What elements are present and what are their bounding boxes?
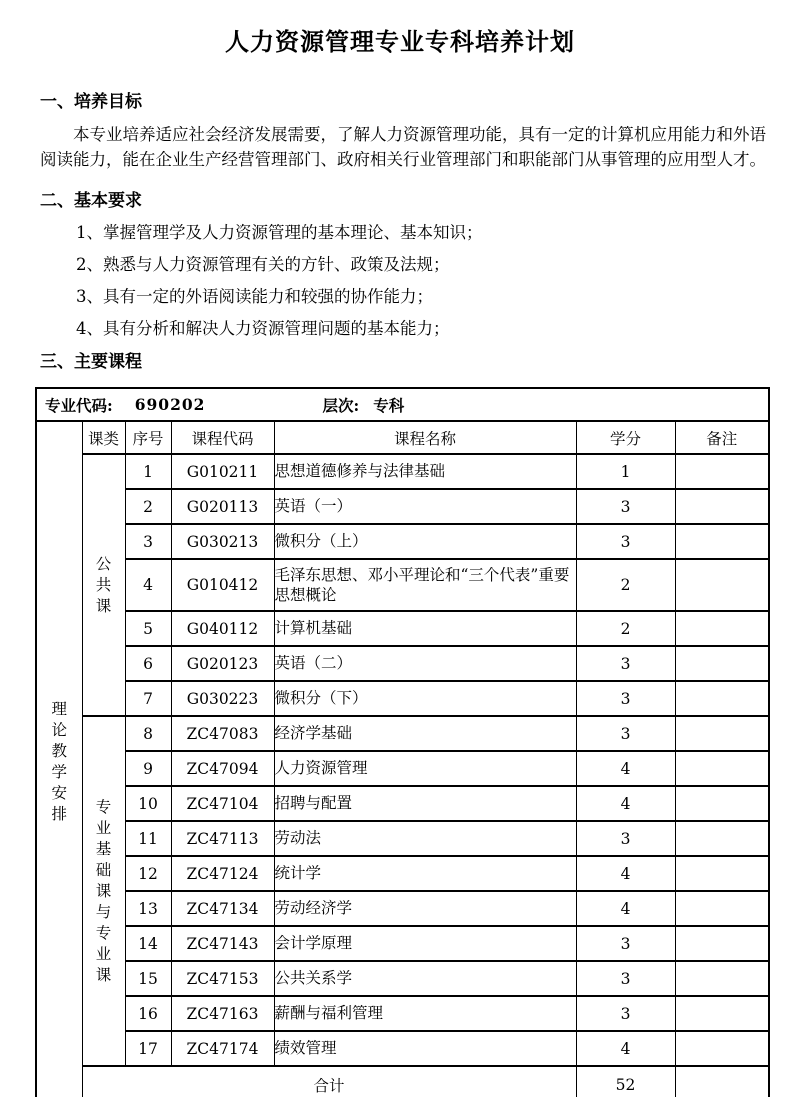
course-row — [36, 489, 769, 524]
course-remarks — [675, 454, 769, 489]
objectives-paragraph: 本专业培养适应社会经济发展需要，了解人力资源管理功能，具有一定的计算机应用能力和外语阅读能力，能在企业生产经营管理部门、政府相关行业管理部门和职能部门从事管理的应用型人才。 — [40, 125, 766, 169]
course-row — [36, 646, 769, 681]
course-credits: 1 — [576, 454, 675, 489]
course-remarks — [675, 1031, 769, 1066]
group-public-cell — [82, 454, 125, 716]
course-remarks — [675, 751, 769, 786]
course-code: G040112 — [171, 611, 274, 646]
course-code: ZC47143 — [171, 926, 274, 961]
course-credits: 2 — [576, 559, 675, 611]
course-row — [36, 856, 769, 891]
course-name: 英语（二） — [274, 646, 576, 681]
course-name: 统计学 — [274, 856, 576, 891]
course-code: G010412 — [171, 559, 274, 611]
course-code: ZC47163 — [171, 996, 274, 1031]
page-title: 人力资源管理专业专科培养计划 — [225, 29, 575, 56]
course-no: 12 — [125, 856, 171, 891]
course-credits: 3 — [576, 926, 675, 961]
course-name: 劳动经济学 — [274, 891, 576, 926]
course-credits: 2 — [576, 611, 675, 646]
course-row — [36, 454, 769, 489]
course-no: 1 — [125, 454, 171, 489]
major-code-label: 专业代码: — [45, 395, 113, 415]
course-row — [36, 891, 769, 926]
course-remarks — [675, 961, 769, 996]
course-code: ZC47153 — [171, 961, 274, 996]
course-row — [36, 716, 769, 751]
requirement-item: 4、具有分析和解决人力资源管理问题的基本能力； — [76, 319, 450, 338]
course-remarks — [675, 996, 769, 1031]
table-meta-row — [36, 388, 769, 421]
header-course-type: 课类 — [82, 421, 125, 454]
course-credits: 3 — [576, 646, 675, 681]
course-no: 16 — [125, 996, 171, 1031]
total-row — [36, 1066, 769, 1097]
course-name: 思想道德修养与法律基础 — [274, 454, 576, 489]
table-meta-cell — [36, 388, 769, 421]
course-code: G030223 — [171, 681, 274, 716]
course-name: 薪酬与福利管理 — [274, 996, 576, 1031]
header-remarks: 备注 — [675, 421, 769, 454]
course-name: 招聘与配置 — [274, 786, 576, 821]
course-credits: 3 — [576, 961, 675, 996]
table-header-row — [36, 421, 769, 454]
header-no: 序号 — [125, 421, 171, 454]
course-code: ZC47083 — [171, 716, 274, 751]
course-remarks — [675, 786, 769, 821]
course-code: G020123 — [171, 646, 274, 681]
course-code: G030213 — [171, 524, 274, 559]
course-remarks — [675, 524, 769, 559]
course-name: 毛泽东思想、邓小平理论和“三个代表”重要思想概论 — [274, 559, 576, 611]
course-credits: 4 — [576, 751, 675, 786]
course-row — [36, 961, 769, 996]
course-name: 微积分（下） — [274, 681, 576, 716]
level-value: 专科 — [373, 395, 405, 415]
course-code: ZC47113 — [171, 821, 274, 856]
course-row — [36, 524, 769, 559]
course-remarks — [675, 821, 769, 856]
total-remarks — [675, 1066, 769, 1097]
courses-table — [35, 387, 770, 1097]
course-credits: 4 — [576, 891, 675, 926]
course-remarks — [675, 716, 769, 751]
course-row — [36, 821, 769, 856]
course-row — [36, 926, 769, 961]
course-code: ZC47124 — [171, 856, 274, 891]
course-row — [36, 1031, 769, 1066]
course-code: ZC47174 — [171, 1031, 274, 1066]
side-label: 理论教学安排 — [51, 700, 67, 823]
course-no: 11 — [125, 821, 171, 856]
course-code: ZC47094 — [171, 751, 274, 786]
course-code: G010211 — [171, 454, 274, 489]
section-heading-requirements: 二、基本要求 — [40, 191, 142, 210]
course-remarks — [675, 856, 769, 891]
course-remarks — [675, 559, 769, 611]
course-name: 计算机基础 — [274, 611, 576, 646]
requirement-item: 1、掌握管理学及人力资源管理的基本理论、基本知识； — [76, 223, 483, 242]
requirement-item: 2、熟悉与人力资源管理有关的方针、政策及法规； — [76, 255, 450, 274]
course-no: 2 — [125, 489, 171, 524]
header-name: 课程名称 — [274, 421, 576, 454]
course-no: 9 — [125, 751, 171, 786]
level-label: 层次: — [322, 395, 360, 415]
course-name: 劳动法 — [274, 821, 576, 856]
course-row — [36, 611, 769, 646]
group-major-cell — [82, 716, 125, 1066]
course-no: 6 — [125, 646, 171, 681]
course-no: 8 — [125, 716, 171, 751]
course-no: 4 — [125, 559, 171, 611]
section-heading-objectives: 一、培养目标 — [40, 92, 142, 111]
course-name: 微积分（上） — [274, 524, 576, 559]
course-name: 会计学原理 — [274, 926, 576, 961]
course-row — [36, 996, 769, 1031]
course-remarks — [675, 489, 769, 524]
course-name: 绩效管理 — [274, 1031, 576, 1066]
course-no: 3 — [125, 524, 171, 559]
course-name: 公共关系学 — [274, 961, 576, 996]
course-name: 英语（一） — [274, 489, 576, 524]
header-credits: 学分 — [576, 421, 675, 454]
course-code: G020113 — [171, 489, 274, 524]
course-no: 13 — [125, 891, 171, 926]
course-row — [36, 751, 769, 786]
group-major-label: 专业基础课与专业课 — [95, 797, 112, 984]
course-credits: 3 — [576, 821, 675, 856]
course-remarks — [675, 926, 769, 961]
course-no: 15 — [125, 961, 171, 996]
course-remarks — [675, 611, 769, 646]
course-row — [36, 559, 769, 611]
group-public-label: 公共课 — [95, 554, 112, 615]
course-code: ZC47104 — [171, 786, 274, 821]
course-no: 10 — [125, 786, 171, 821]
requirement-item: 3、具有一定的外语阅读能力和较强的协作能力； — [76, 287, 433, 306]
total-label: 合计 — [82, 1066, 576, 1097]
section-heading-courses: 三、主要课程 — [40, 352, 142, 371]
course-credits: 4 — [576, 1031, 675, 1066]
major-code-value: 690202 — [134, 395, 206, 414]
course-credits: 3 — [576, 716, 675, 751]
course-remarks — [675, 891, 769, 926]
course-row — [36, 786, 769, 821]
course-no: 14 — [125, 926, 171, 961]
header-code: 课程代码 — [171, 421, 274, 454]
course-credits: 3 — [576, 996, 675, 1031]
course-remarks — [675, 646, 769, 681]
course-credits: 4 — [576, 856, 675, 891]
course-name: 经济学基础 — [274, 716, 576, 751]
course-credits: 4 — [576, 786, 675, 821]
course-credits: 3 — [576, 524, 675, 559]
course-row — [36, 681, 769, 716]
course-no: 17 — [125, 1031, 171, 1066]
course-remarks — [675, 681, 769, 716]
course-code: ZC47134 — [171, 891, 274, 926]
course-no: 5 — [125, 611, 171, 646]
course-name: 人力资源管理 — [274, 751, 576, 786]
course-no: 7 — [125, 681, 171, 716]
course-credits: 3 — [576, 681, 675, 716]
total-credits: 52 — [576, 1066, 675, 1097]
side-label-cell — [36, 421, 82, 1097]
course-credits: 3 — [576, 489, 675, 524]
